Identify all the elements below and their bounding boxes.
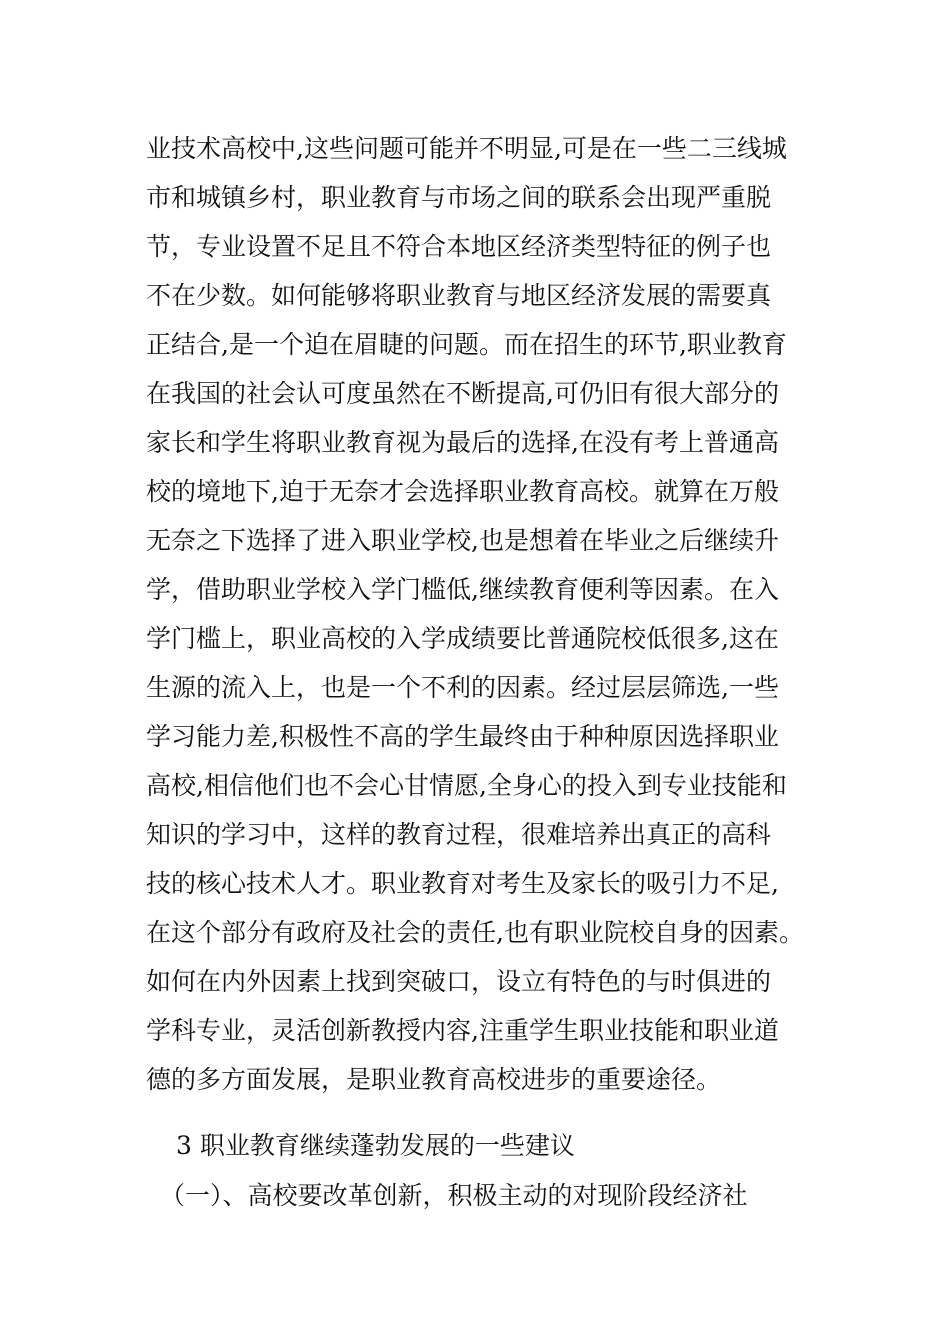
paragraph-line: 高校,相信他们也不会心甘情愿,全身心的投入到专业技能和 xyxy=(146,771,787,800)
paragraph-line: 生源的流入上，也是一个不利的因素。经过层层筛选,一些 xyxy=(146,673,779,702)
paragraph-line: 节，专业设置不足且不符合本地区经济类型特征的例子也 xyxy=(146,232,772,261)
paragraph-line: 如何在内外因素上找到突破口，设立有特色的与时俱进的 xyxy=(146,967,772,996)
subsection-heading: （一）、高校要改革创新，积极主动的对现阶段经济社 xyxy=(160,1181,748,1210)
paragraph-line: 校的境地下,迫于无奈才会选择职业教育高校。就算在万般 xyxy=(146,477,779,506)
paragraph-line: 不在少数。如何能够将职业教育与地区经济发展的需要真 xyxy=(146,281,772,310)
paragraph-line: 德的多方面发展，是职业教育高校进步的重要途径。 xyxy=(146,1065,722,1094)
paragraph-line: 正结合,是一个迫在眉睫的问题。而在招生的环节,职业教育 xyxy=(146,330,787,359)
paragraph-line: 在我国的社会认可度虽然在不断提高,可仍旧有很大部分的 xyxy=(146,379,779,408)
body-paragraph xyxy=(146,124,826,1104)
paragraph-line: 技的核心技术人才。职业教育对考生及家长的吸引力不足, xyxy=(146,869,779,898)
paragraph-line: 在这个部分有政府及社会的责任,也有职业院校自身的因素。 xyxy=(146,918,804,947)
paragraph-line: 知识的学习中，这样的教育过程，很难培养出真正的高科 xyxy=(146,820,772,849)
paragraph-line: 家长和学生将职业教育视为最后的选择,在没有考上普通高 xyxy=(146,428,779,457)
section-heading: 3 职业教育继续蓬勃发展的一些建议 xyxy=(176,1131,575,1160)
paragraph-line: 市和城镇乡村，职业教育与市场之间的联系会出现严重脱 xyxy=(146,183,772,212)
paragraph-line: 学习能力差,积极性不高的学生最终由于种种原因选择职业 xyxy=(146,722,779,751)
paragraph-line: 学，借助职业学校入学门槛低,继续教育便利等因素。在入 xyxy=(146,575,779,604)
paragraph-line: 学门槛上，职业高校的入学成绩要比普通院校低很多,这在 xyxy=(146,624,779,653)
paragraph-line: 业技术高校中,这些问题可能并不明显,可是在一些二三线城 xyxy=(146,134,787,163)
paragraph-line: 学科专业，灵活创新教授内容,注重学生职业技能和职业道 xyxy=(146,1016,779,1045)
paragraph-line: 无奈之下选择了进入职业学校,也是想着在毕业之后继续升 xyxy=(146,526,779,555)
